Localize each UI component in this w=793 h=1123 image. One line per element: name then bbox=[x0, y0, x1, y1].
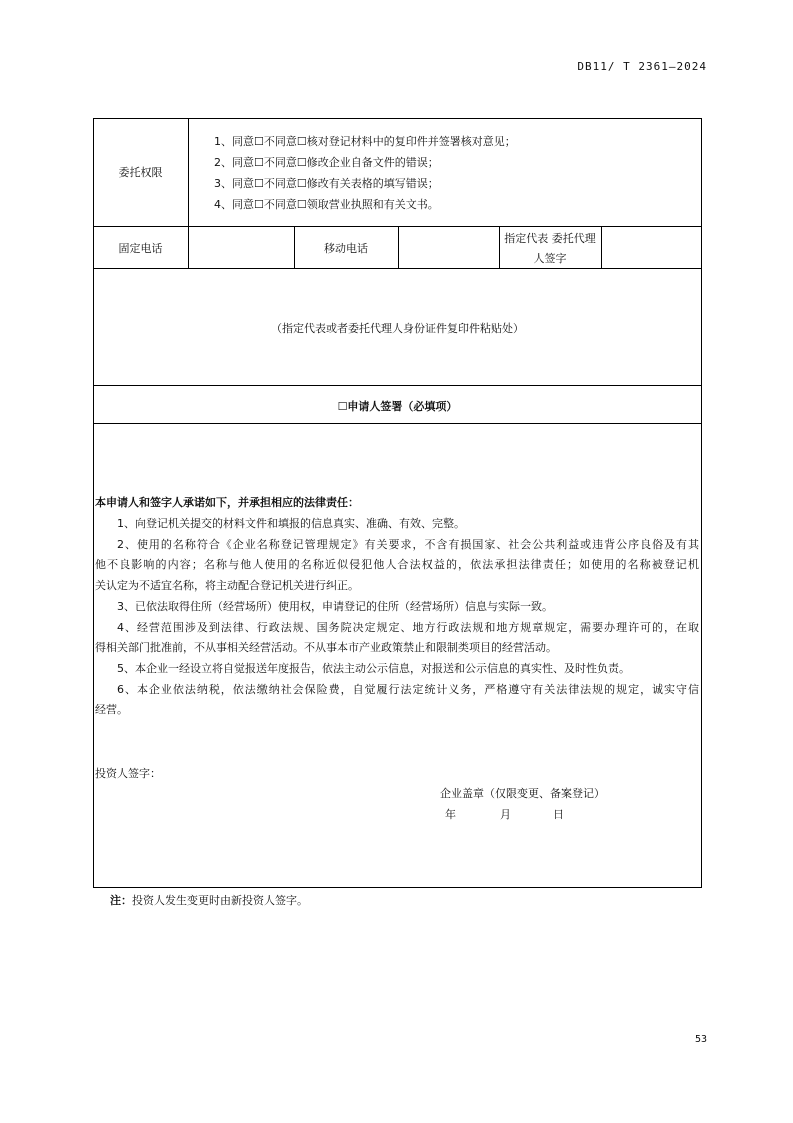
pledge-line: 他不良影响的内容；名称与他人使用的名称近似侵犯他人合法权益的，依法承担法律责任；如使用的名称被登记机 bbox=[95, 558, 699, 572]
pledge-line: 6、本企业依法纳税，依法缴纳社会保险费，自觉履行法定统计义务，严格遵守有关法律法规的规定，诚实守信 bbox=[117, 682, 699, 696]
authority-item: 4、同意☐不同意☐领取营业执照和有关文书。 bbox=[214, 198, 439, 211]
mobile-phone-label: 移动电话 bbox=[324, 242, 368, 255]
id-paste-area: （指定代表或者委托代理人身份证件复印件粘贴处） bbox=[271, 322, 524, 335]
pledge-line: 5、本企业一经设立将自觉报送年度报告，依法主动公示信息，对报送和公示信息的真实性、及时性负责。 bbox=[117, 661, 630, 675]
signature-field[interactable] bbox=[602, 227, 701, 268]
note-label: 注： bbox=[110, 894, 132, 907]
date-month: 月 bbox=[500, 808, 511, 821]
investor-signature-label: 投资人签字： bbox=[95, 767, 161, 780]
fixed-phone-field[interactable] bbox=[189, 227, 294, 268]
signature-label-line1: 指定代表 委托代理 bbox=[504, 232, 596, 245]
date-day: 日 bbox=[553, 808, 564, 821]
applicant-signature-heading: ☐申请人签署（必填项） bbox=[337, 400, 458, 413]
mobile-phone-field[interactable] bbox=[399, 227, 499, 268]
pledge-line: 经营。 bbox=[95, 703, 128, 717]
authority-item: 3、同意☐不同意☐修改有关表格的填写错误； bbox=[214, 177, 439, 190]
pledge-line: 得相关部门批准前，不从事相关经营活动。不从事本市产业政策禁止和限制类项目的经营活动。 bbox=[95, 641, 557, 655]
fixed-phone-label: 固定电话 bbox=[118, 242, 163, 255]
page-number: 53 bbox=[694, 1034, 707, 1045]
pledge-line: 关认定为不适宜名称，将主动配合登记机关进行纠正。 bbox=[95, 579, 359, 593]
date-year: 年 bbox=[445, 808, 456, 821]
authority-item: 1、同意☐不同意☐核对登记材料中的复印件并签署核对意见； bbox=[214, 135, 516, 148]
pledge-line: 1、向登记机关提交的材料文件和填报的信息真实、准确、有效、完整。 bbox=[117, 517, 465, 530]
document-id: DB11/ T 2361—2024 bbox=[577, 60, 707, 73]
pledge-line: 4、经营范围涉及到法律、行政法规、国务院决定规定、地方行政法规和地方规章规定，需要办理许可的，在取 bbox=[117, 620, 699, 634]
pledge-line: 2、使用的名称符合《企业名称登记管理规定》有关要求，不含有损国家、社会公共利益或违背公序良俗及有其 bbox=[117, 537, 699, 551]
note-text: 投资人发生变更时由新投资人签字。 bbox=[132, 894, 308, 907]
pledge-line: 3、已依法取得住所（经营场所）使用权，申请登记的住所（经营场所）信息与实际一致。 bbox=[117, 599, 553, 613]
signature-label-line2: 人签字 bbox=[533, 252, 567, 265]
seal-label: 企业盖章（仅限变更、备案登记） bbox=[440, 787, 605, 800]
pledge-title: 本申请人和签字人承诺如下，并承担相应的法律责任： bbox=[95, 496, 359, 509]
note bbox=[110, 892, 308, 908]
authority-label: 委托权限 bbox=[118, 166, 163, 179]
authority-item: 2、同意☐不同意☐修改企业自备文件的错误； bbox=[214, 156, 439, 169]
